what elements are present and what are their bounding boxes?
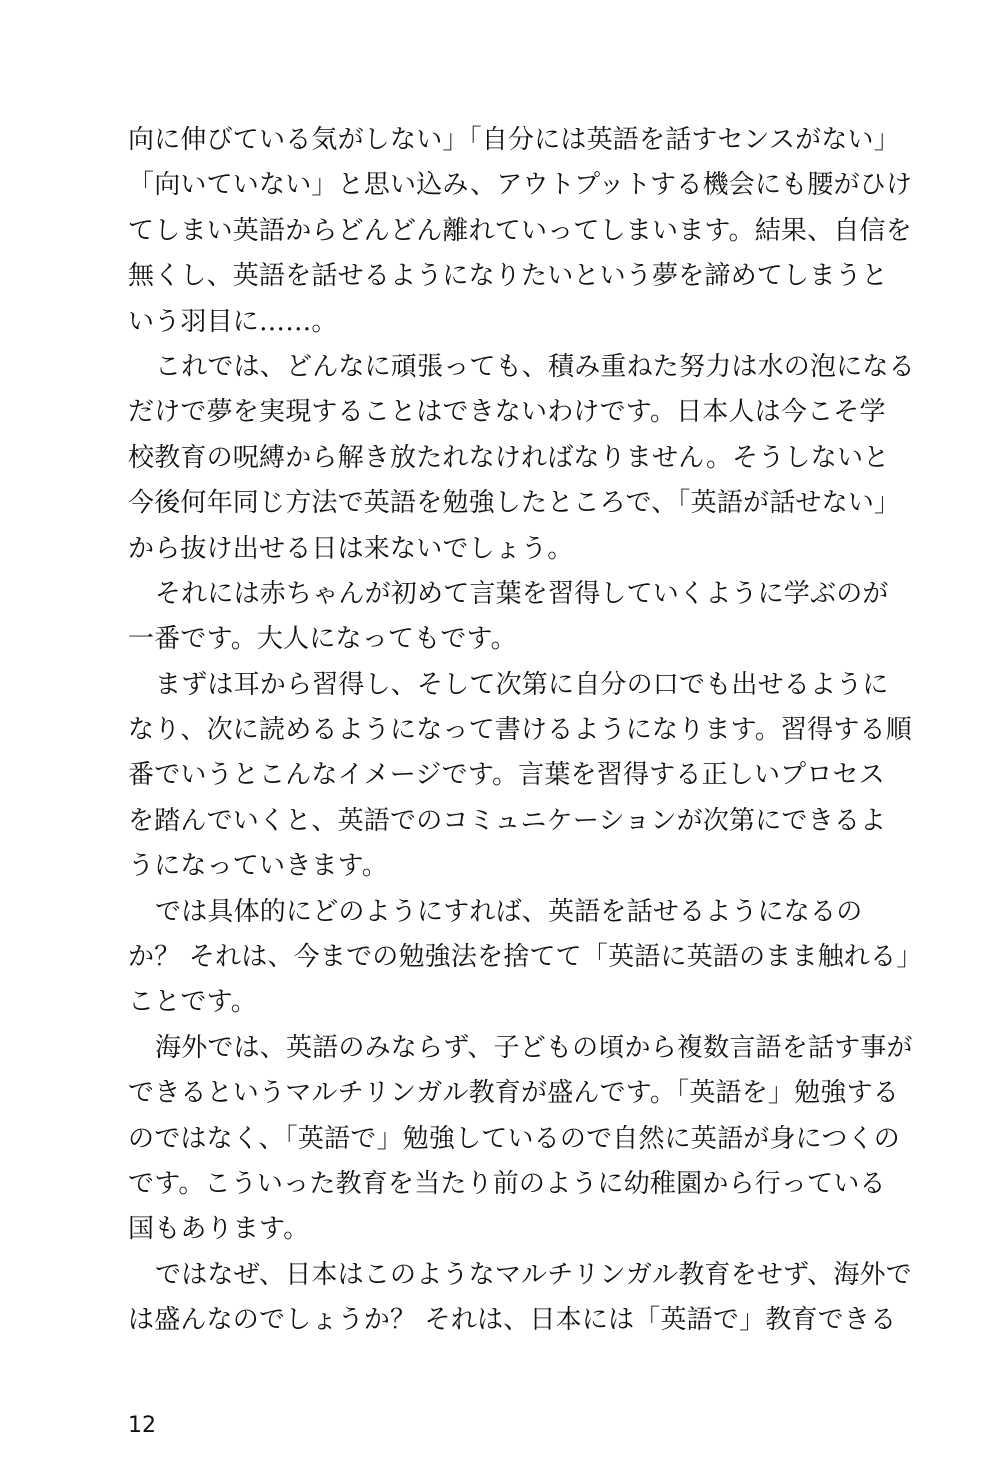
text-line: てしまい英語からどんどん離れていってしまいます。結果、自信を (128, 215, 912, 246)
text-line: 番でいうとこんなイメージです。言葉を習得する正しいプロセス (128, 760, 885, 791)
text-line: 今後何年同じ方法で英語を勉強したところで、「英語が話せない」 (128, 488, 901, 519)
text-line: です。こういった教育を当たり前のように幼稚園から行っている (128, 1168, 886, 1199)
text-line: のではなく、「英語で」勉強しているので自然に英語が身につくの (128, 1123, 900, 1154)
text-line: では具体的にどのようにすれば、英語を話せるようになるの (155, 896, 863, 927)
text-line: うになっていきます。 (128, 851, 388, 882)
text-line: 向に伸びている気がしない」「自分には英語を話すセンスがない」 (128, 125, 900, 155)
text-line: だけで夢を実現することはできないわけです。日本人は今こそ学 (128, 397, 886, 428)
text-line: いう羽目に……。 (128, 306, 338, 337)
text-line: から抜け出せる日は来ないでしょう。 (128, 533, 574, 564)
text-line: できるというマルチリンガル教育が盛んです。「英語を」勉強する (128, 1078, 899, 1109)
text-line: を踏んでいくと、英語でのコミュニケーションが次第にできるよ (128, 805, 887, 836)
text-line: 国もあります。 (128, 1214, 310, 1245)
text-line: 無くし、英語を話せるようになりたいという夢を諦めてしまうと (128, 261, 888, 292)
page-number: 12 (128, 1413, 156, 1438)
text-line: 海外では、英語のみならず、子どもの頃から複数言語を話す事が (155, 1032, 913, 1063)
text-line: ことです。 (128, 987, 257, 1018)
text-line: なり、次に読めるようになって書けるようになります。習得する順 (128, 715, 912, 746)
text-line: ではなぜ、日本はこのようなマルチリンガル教育をせず、海外で (155, 1259, 912, 1290)
text-line: それには赤ちゃんが初めて言葉を習得していくように学ぶのが (155, 578, 889, 609)
text-line: 一番です。大人になってもです。 (128, 624, 517, 655)
body-text (128, 118, 923, 1344)
text-line: これでは、どんなに頑張っても、積み重ねた努力は水の泡になる (155, 351, 915, 382)
text-line: 校教育の呪縛から解き放たれなければなりません。そうしないと (128, 442, 890, 473)
text-line: まずは耳から習得し、そして次第に自分の口でも出せるように (155, 669, 889, 700)
text-line: か？ それは、今までの勉強法を捨てて「英語に英語のまま触れる」 (128, 942, 923, 973)
text-line: 「向いていない」と思い込み、アウトプットする機会にも腰がひけ (128, 170, 913, 201)
text-line: は盛んなのでしょうか？ それは、日本には「英語で」教育できる (128, 1305, 897, 1336)
